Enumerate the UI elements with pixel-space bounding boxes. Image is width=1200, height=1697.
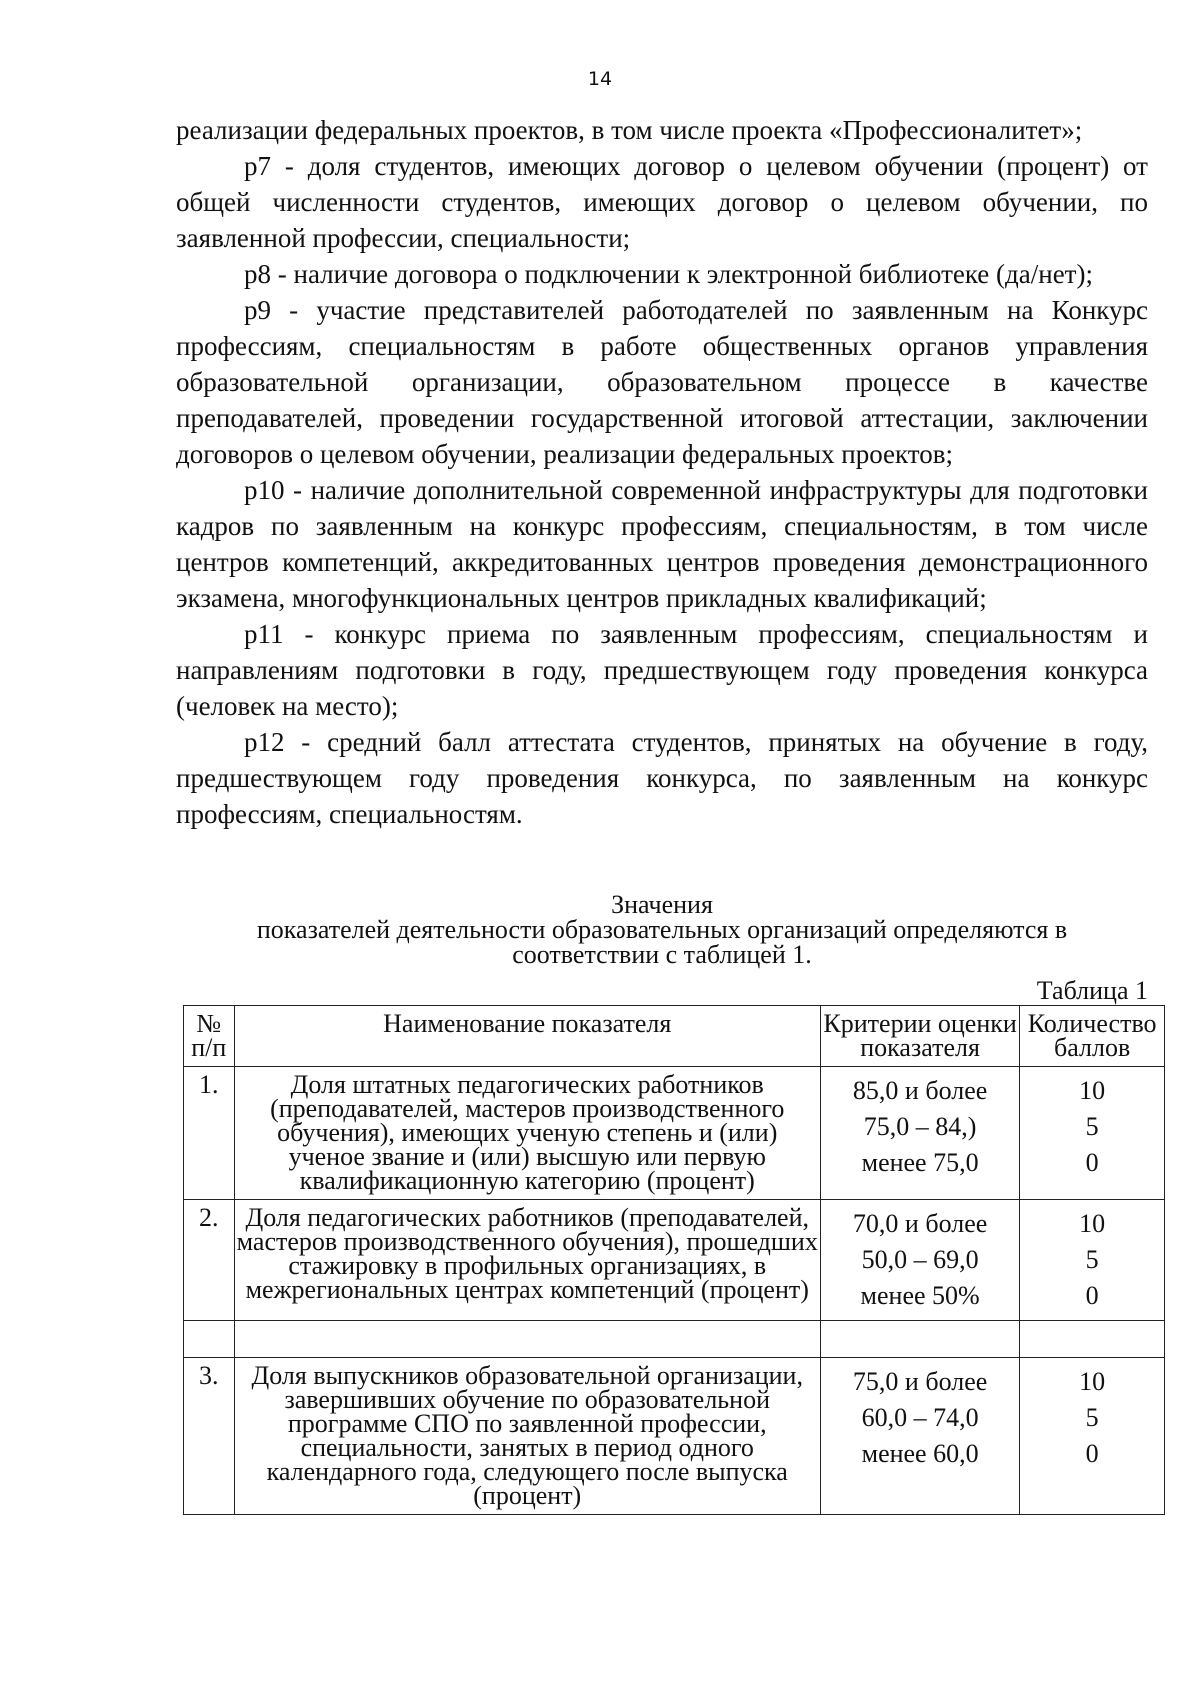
row-criteria	[820, 1200, 1019, 1321]
row-criteria	[820, 1067, 1019, 1200]
paragraph-p11: p11 - конкурс приема по заявленным профессиям, специальностям и направлениям подготовки в году, предшествующем году проведения конкурса (человек на место);	[176, 619, 1148, 721]
criteria-high: 75,0 и более	[852, 1367, 988, 1396]
table-row	[184, 1200, 1165, 1321]
row-criteria	[820, 1358, 1019, 1515]
criteria-low: менее 75,0	[861, 1148, 979, 1177]
header-number-symbol: №	[196, 1009, 222, 1038]
paragraph-p9: p9 - участие представителей работодателей по заявленным на Конкурс профессиям, специальностям в работе общественных органов управления образовательной организации, образовательном процессе в качестве преподавателей, проведении государственной итоговой аттестации, заключении договоров о целевом обучении, реализации федеральных проектов;	[176, 295, 1148, 469]
criteria-mid: 60,0 – 74,0	[861, 1403, 979, 1432]
table-row	[184, 1067, 1165, 1200]
page-number: 14	[587, 68, 613, 90]
row-scores	[1020, 1067, 1165, 1200]
header-number	[184, 1006, 235, 1067]
row-indicator-name: Доля выпускников образовательной организации, завершивших обучение по образовательной программе СПО по заявленной профессии, специальности, занятых в период одного календарного года, следующего после выпуска (процент)	[234, 1358, 820, 1515]
heading-line-1: Значения	[611, 890, 713, 919]
row-scores	[1020, 1358, 1165, 1515]
header-name: Наименование показателя	[234, 1006, 820, 1067]
score-high: 10	[1079, 1076, 1106, 1105]
header-number-abbr: п/п	[191, 1033, 227, 1062]
indicators-table	[183, 1005, 1165, 1515]
heading-line-3: соответствии с таблицей 1.	[512, 940, 812, 969]
row-number: 1.	[184, 1067, 235, 1200]
criteria-high: 85,0 и более	[852, 1076, 988, 1105]
row-number: 3.	[184, 1358, 235, 1515]
table-heading	[176, 892, 1148, 967]
score-mid: 5	[1085, 1112, 1099, 1141]
criteria-mid: 75,0 – 84,)	[863, 1112, 977, 1141]
paragraph-continuation: реализации федеральных проектов, в том числе проекта «Профессионалитет»;	[176, 115, 1083, 145]
row-indicator-name: Доля педагогических работников (преподавателей, мастеров производственного обучения), прошедших стажировку в профильных организациях, в межрегиональных центрах компетенций (процент)	[234, 1200, 820, 1321]
header-score: Количество баллов	[1020, 1006, 1165, 1067]
table-row	[184, 1358, 1165, 1515]
paragraph-p12: p12 - средний балл аттестата студентов, принятых на обучение в году, предшествующем году проведения конкурса, по заявленным на конкурс профессиям, специальностям.	[176, 727, 1148, 829]
score-high: 10	[1079, 1367, 1106, 1396]
table-spacer-row	[184, 1321, 1165, 1358]
row-indicator-name: Доля штатных педагогических работников (преподавателей, мастеров производственного обучения), имеющих ученую степень и (или) ученое звание и (или) высшую или первую квалификационную категорию (процент)	[234, 1067, 820, 1200]
body-text	[176, 112, 1148, 832]
table-caption: Таблица 1	[1036, 976, 1148, 1005]
criteria-high: 70,0 и более	[852, 1209, 988, 1238]
criteria-mid: 50,0 – 69,0	[861, 1245, 979, 1274]
score-mid: 5	[1085, 1245, 1099, 1274]
row-scores	[1020, 1200, 1165, 1321]
score-high: 10	[1079, 1209, 1106, 1238]
heading-line-2: показателей деятельности образовательных организаций определяются в	[256, 915, 1068, 944]
paragraph-p8: p8 - наличие договора о подключении к электронной библиотеке (да/нет);	[244, 259, 1093, 289]
paragraph-p7: p7 - доля студентов, имеющих договор о целевом обучении (процент) от общей численности студентов, имеющих договор о целевом обучении, по заявленной профессии, специальности;	[176, 151, 1148, 253]
score-low: 0	[1085, 1439, 1099, 1468]
criteria-low: менее 60,0	[861, 1439, 979, 1468]
score-low: 0	[1085, 1148, 1099, 1177]
table-header-row	[184, 1006, 1165, 1067]
row-number: 2.	[184, 1200, 235, 1321]
score-low: 0	[1085, 1281, 1099, 1310]
header-criteria: Критерии оценки показателя	[820, 1006, 1019, 1067]
score-mid: 5	[1085, 1403, 1099, 1432]
paragraph-p10: p10 - наличие дополнительной современной инфраструктуры для подготовки кадров по заявленным на конкурс профессиям, специальностям, в том числе центров компетенций, аккредитованных центров проведения демонстрационного экзамена, многофункциональных центров прикладных квалификаций;	[176, 475, 1148, 613]
criteria-low: менее 50%	[860, 1281, 980, 1310]
